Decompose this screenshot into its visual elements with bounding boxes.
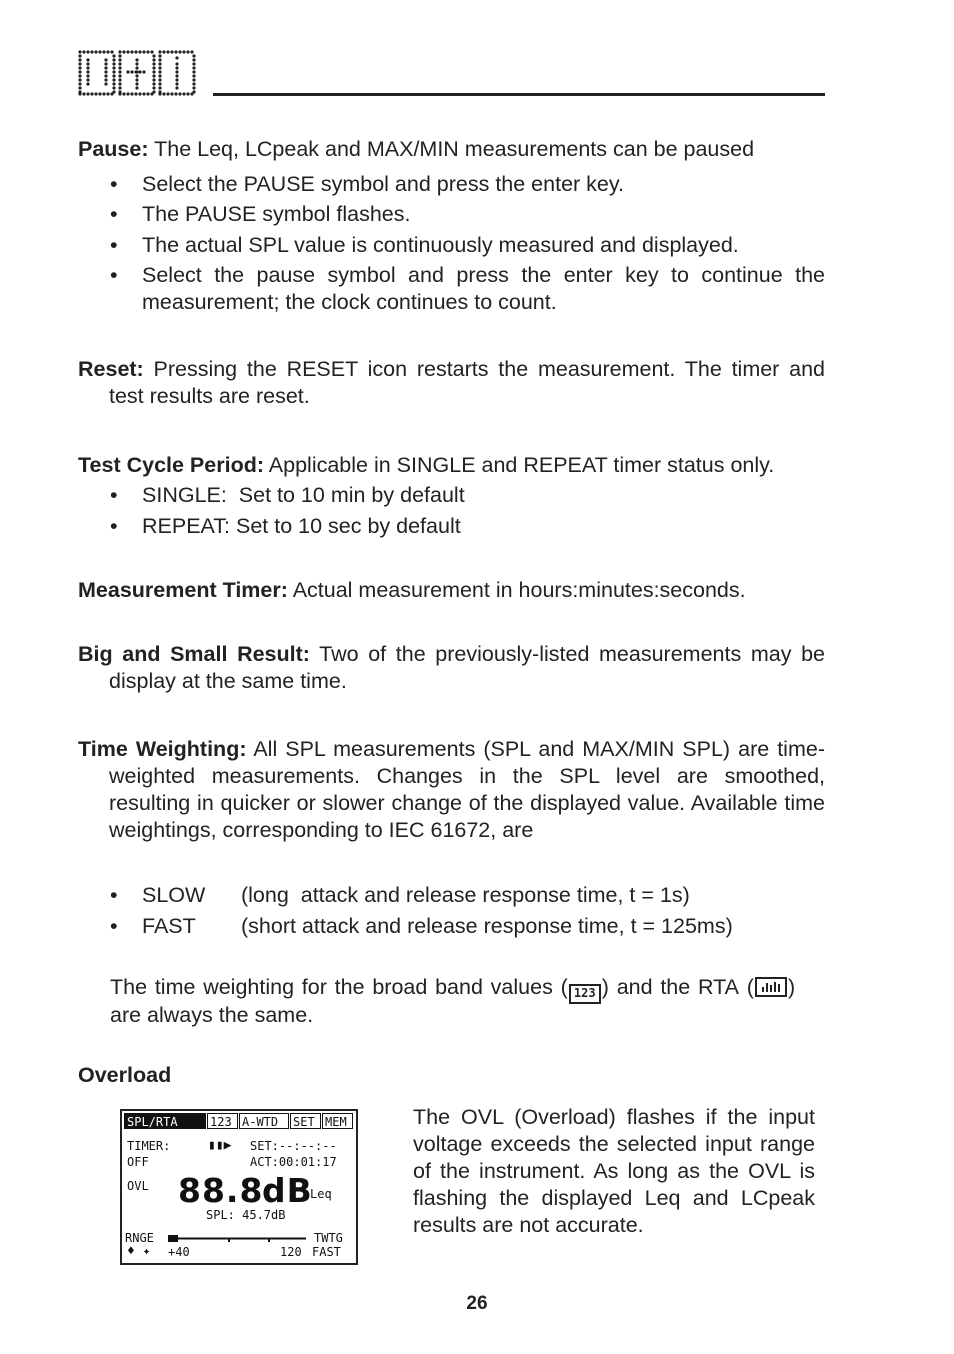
lcd-tab-a-wtd: A-WTD bbox=[239, 1113, 289, 1129]
lcd-tab-set: SET bbox=[290, 1113, 321, 1129]
lcd-timer-value: OFF bbox=[127, 1155, 149, 1169]
reset-heading: Reset: bbox=[78, 357, 144, 381]
lcd-timer-label: TIMER: bbox=[127, 1139, 171, 1153]
big-small-text: Two of the previously-listed measurements may be display at the same time. bbox=[109, 642, 825, 693]
lcd-tab-mem: MEM bbox=[322, 1113, 353, 1129]
lcd-range-bar bbox=[168, 1235, 308, 1243]
pause-bullet-4: Select the pause symbol and press the enter key to continue the measurement; the clock continues to count. bbox=[142, 263, 825, 314]
tw-option-name-slow: SLOW bbox=[142, 883, 206, 907]
lcd-range-value: +40 bbox=[168, 1245, 190, 1259]
pause-bullet-1: Select the PAUSE symbol and press the enter key. bbox=[142, 172, 624, 196]
bullet: • bbox=[110, 233, 118, 257]
test-cycle-bullet-2: REPEAT: Set to 10 sec by default bbox=[142, 514, 461, 538]
lcd-tab-spl-rta: SPL/RTA bbox=[124, 1113, 206, 1129]
lcd-range-label: RNGE bbox=[125, 1231, 154, 1245]
bullet: • bbox=[110, 483, 118, 507]
tw-option-name-fast: FAST bbox=[142, 914, 196, 938]
lcd-spl-line: SPL: 45.7dB bbox=[206, 1208, 286, 1222]
reset-paragraph bbox=[78, 356, 825, 410]
lcd-set-label: SET:--:--:-- bbox=[250, 1139, 337, 1153]
bullet: • bbox=[110, 914, 118, 938]
test-cycle-heading: Test Cycle Period: bbox=[78, 453, 264, 477]
tw-option-desc-fast: (short attack and release response time, t = 125ms) bbox=[241, 914, 733, 938]
lcd-big-suffix: Leq bbox=[310, 1187, 332, 1201]
lcd-arrow-icons: ♦ ✦ bbox=[127, 1244, 151, 1259]
big-small-paragraph bbox=[78, 641, 825, 695]
measurement-timer-text: Actual measurement in hours:minutes:seconds. bbox=[287, 578, 746, 602]
header-rule bbox=[213, 93, 825, 96]
overload-text: The OVL (Overload) flashes if the input voltage exceeds the selected input range of the instrument. As long as the OVL is flashing the displayed Leq and LCpeak results are not accurate. bbox=[413, 1105, 815, 1237]
page-number: 26 bbox=[466, 1293, 488, 1314]
pause-text: The Leq, LCpeak and MAX/MIN measurements can be paused bbox=[148, 137, 755, 161]
reset-text: Pressing the RESET icon restarts the measurement. The timer and test results are reset. bbox=[109, 357, 825, 408]
measurement-timer-heading: Measurement Timer: bbox=[78, 578, 288, 602]
overload-heading: Overload bbox=[78, 1063, 172, 1087]
lcd-twtg-label: TWTG bbox=[314, 1231, 343, 1245]
bullet: • bbox=[110, 883, 118, 907]
bullet: • bbox=[110, 514, 118, 538]
test-cycle-paragraph bbox=[78, 452, 838, 479]
test-cycle-bullet-1: SINGLE: Set to 10 min by default bbox=[142, 483, 465, 507]
tw-option-desc-slow: (long attack and release response time, t = 1s) bbox=[241, 883, 690, 907]
pause-bullet-3: The actual SPL value is continuously measured and displayed. bbox=[142, 233, 739, 257]
tw-note-line-1 bbox=[110, 974, 826, 1004]
lcd-big-unit: dB bbox=[262, 1171, 313, 1210]
nti-logo bbox=[78, 50, 198, 96]
time-weighting-paragraph bbox=[78, 736, 825, 844]
lcd-pause-icon: ▮▮▶ bbox=[208, 1138, 232, 1153]
test-cycle-text: Applicable in SINGLE and REPEAT timer status only. bbox=[264, 453, 775, 477]
lcd-tab-123: 123 bbox=[207, 1113, 238, 1129]
pause-bullet-2: The PAUSE symbol flashes. bbox=[142, 202, 411, 226]
measurement-timer-paragraph bbox=[78, 577, 838, 604]
lcd-tab-bar bbox=[124, 1113, 354, 1131]
lcd-ovl-indicator: OVL bbox=[127, 1179, 149, 1193]
bullet: • bbox=[110, 263, 118, 287]
bullet: • bbox=[110, 172, 118, 196]
tw-note-line-2: are always the same. bbox=[110, 1003, 314, 1027]
pause-paragraph bbox=[78, 136, 838, 163]
pause-heading: Pause: bbox=[78, 137, 149, 161]
tw-note-segment: The time weighting for the broad band values ( 123 ) and the RTA ( ) bbox=[110, 974, 795, 1004]
lcd-twtg-value: FAST bbox=[312, 1245, 341, 1259]
time-weighting-text: All SPL measurements (SPL and MAX/MIN SPL) are time-weighted measurements. Changes in the SPL level are smoothed, resulting in quicker or slower change of the displayed value. Available time weightings, corresponding to IEC 61672, are bbox=[109, 737, 825, 842]
time-weighting-heading: Time Weighting: bbox=[78, 737, 247, 761]
lcd-big-value: 88.8 bbox=[178, 1171, 264, 1210]
bullet: • bbox=[110, 202, 118, 226]
big-small-heading: Big and Small Result: bbox=[78, 642, 310, 666]
device-lcd-display bbox=[120, 1109, 358, 1265]
lcd-range-max: 120 bbox=[280, 1245, 302, 1259]
rta-bars-icon bbox=[755, 977, 787, 997]
lcd-act-label: ACT:00:01:17 bbox=[250, 1155, 337, 1169]
broadband-123-icon: 123 bbox=[569, 984, 601, 1004]
